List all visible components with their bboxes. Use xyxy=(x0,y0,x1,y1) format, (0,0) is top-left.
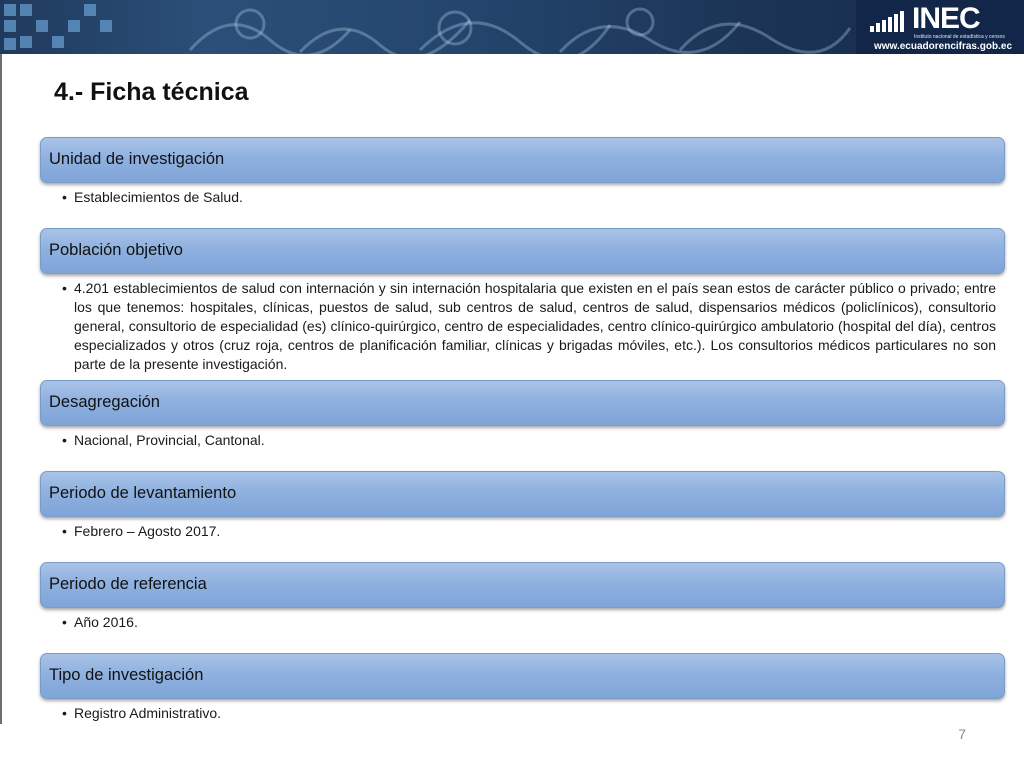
left-border-line xyxy=(0,54,2,724)
header-banner xyxy=(0,0,1024,54)
section-header-bar xyxy=(40,653,1005,699)
bullet-text: Establecimientos de Salud. xyxy=(74,189,243,205)
bullet-text: Año 2016. xyxy=(74,614,138,630)
section-desagregacion xyxy=(40,380,1005,450)
section-label: Desagregación xyxy=(49,393,160,411)
bullet-dot: • xyxy=(62,705,67,721)
section-bullet xyxy=(62,704,996,723)
bullet-dot: • xyxy=(62,280,67,296)
website-url[interactable]: www.ecuadorencifras.gob.ec xyxy=(874,41,1013,52)
section-bullet xyxy=(62,522,996,541)
section-periodo-referencia xyxy=(40,562,1005,632)
bullet-dot: • xyxy=(62,432,67,448)
section-label: Población objetivo xyxy=(49,241,183,259)
section-header-bar xyxy=(40,562,1005,608)
page-number: 7 xyxy=(958,726,966,742)
section-label: Periodo de referencia xyxy=(49,575,207,593)
section-header-bar xyxy=(40,471,1005,517)
section-header-bar xyxy=(40,228,1005,274)
section-tipo-investigacion xyxy=(40,653,1005,723)
bar-chart-icon xyxy=(870,10,910,32)
logo-subtitle: Instituto nacional de estadística y censos xyxy=(914,34,1005,40)
section-poblacion-objetivo xyxy=(40,228,1005,374)
banner-tiles xyxy=(0,0,130,54)
bullet-dot: • xyxy=(62,523,67,539)
section-header-bar xyxy=(40,137,1005,183)
section-bullet xyxy=(62,188,996,207)
section-label: Tipo de investigación xyxy=(49,666,204,684)
section-bullet xyxy=(62,431,996,450)
section-unidad-investigacion xyxy=(40,137,1005,207)
logo-text: INEC xyxy=(912,2,980,35)
section-label: Unidad de investigación xyxy=(49,150,225,168)
bullet-dot: • xyxy=(62,614,67,630)
section-label: Periodo de levantamiento xyxy=(49,484,237,502)
slide-title: 4.- Ficha técnica xyxy=(54,78,249,106)
section-header-bar xyxy=(40,380,1005,426)
bullet-text: Nacional, Provincial, Cantonal. xyxy=(74,432,265,448)
inec-logo[interactable] xyxy=(856,0,1024,54)
section-periodo-levantamiento xyxy=(40,471,1005,541)
bullet-dot: • xyxy=(62,189,67,205)
bullet-text: 4.201 establecimientos de salud con internación y sin internación hospitalaria que existen en el país sean estos de carácter público o privado; entre los que tenemos: hospitales, clínicas, puestos de salud, sub centros de salud, centros de salud, dispensarios médicos (policlínicos), consultorio general, consultorio de especialidad (es) clínico-quirúrgico, centro de especialidades, centro clínico-quirúrgico ambulatorio (hospital del día), centros especializados y otros (cruz roja, centros de planificación familiar, clínicas y brigadas móviles, etc.). Los consultorios médicos particulares no son parte de la presente investigación. xyxy=(74,280,996,372)
section-bullet xyxy=(62,613,996,632)
bullet-text: Febrero – Agosto 2017. xyxy=(74,523,221,539)
bullet-text: Registro Administrativo. xyxy=(74,705,222,721)
section-bullet xyxy=(62,279,996,374)
